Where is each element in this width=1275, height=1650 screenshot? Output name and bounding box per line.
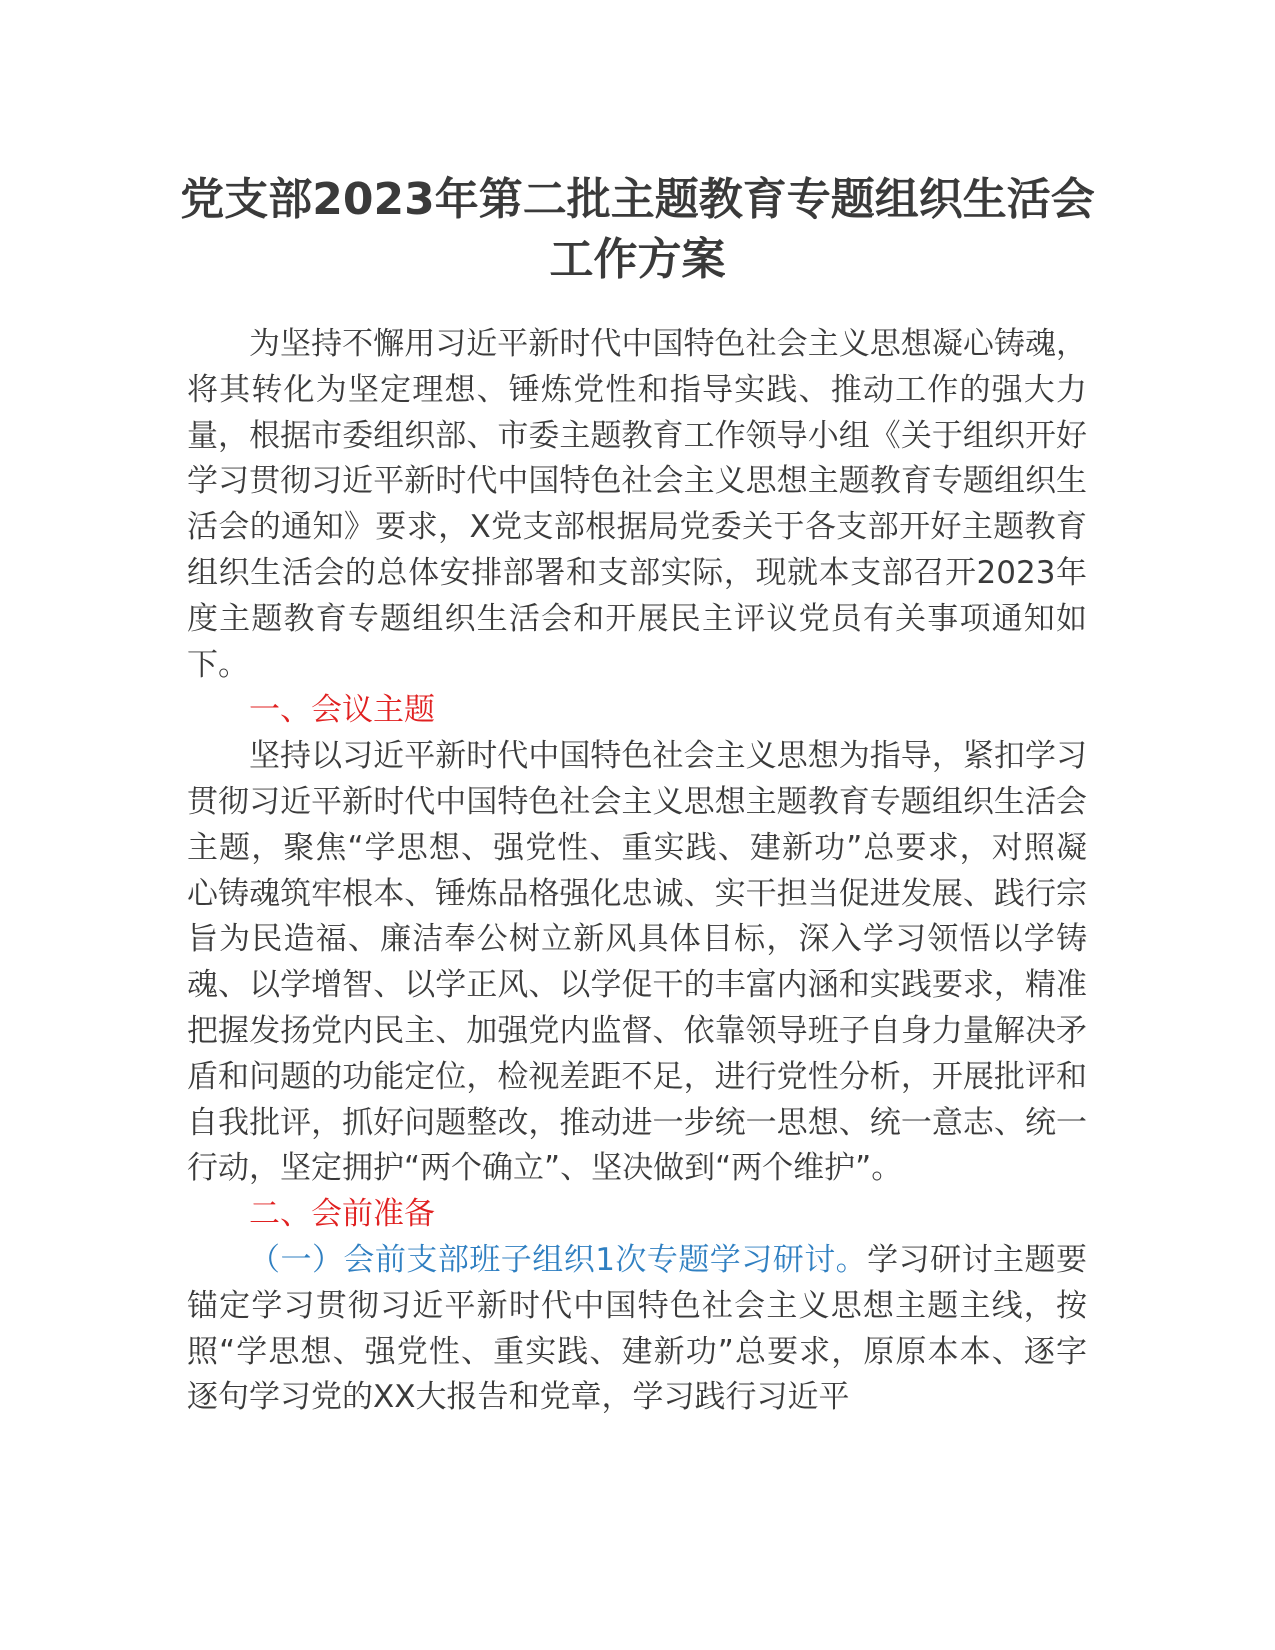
section-2-sub-1-paragraph bbox=[187, 1238, 1087, 1421]
section-1-paragraph: 坚持以习近平新时代中国特色社会主义思想为指导，紧扣学习贯彻习近平新时代中国特色社会主义思想主题教育专题组织生活会主题，聚焦“学思想、强党性、重实践、建新功”总要求，对照凝心铸魂筑牢根本、锤炼品格强化忠诚、实干担当促进发展、践行宗旨为民造福、廉洁奉公树立新风具体目标，深入学习领悟以学铸魂、以学增智、以学正风、以学促干的丰富内涵和实践要求，精准把握发扬党内民主、加强党内监督、依靠领导班子自身力量解决矛盾和问题的功能定位，检视差距不足，进行党性分析，开展批评和自我批评，抓好问题整改，推动进一步统一思想、统一意志、统一行动，坚定拥护“两个确立”、坚决做到“两个维护”。 bbox=[187, 738, 1087, 1187]
section-1-heading: 一、会议主题 bbox=[249, 692, 435, 729]
section-2-sub-1-heading: （一）会前支部班子组织1次专题学习研讨。 bbox=[249, 1241, 868, 1278]
document-title: 党支部2023年第二批主题教育专题组织生活会工作方案 bbox=[180, 174, 1095, 285]
section-2-heading: 二、会前准备 bbox=[249, 1196, 435, 1233]
section-2-sub-1-text: 学习研讨主题要锚定学习贯彻习近平新时代中国特色社会主义思想主题主线，按照“学思想、强党性、重实践、建新功”总要求，原原本本、逐字逐句学习党的XX大报告和党章，学习践行习近平 bbox=[187, 1241, 1087, 1416]
intro-paragraph: 为坚持不懈用习近平新时代中国特色社会主义思想凝心铸魂，将其转化为坚定理想、锤炼党性和指导实践、推动工作的强大力量，根据市委组织部、市委主题教育工作领导小组《关于组织开好学习贯彻习近平新时代中国特色社会主义思想主题教育专题组织生活会的通知》要求，X党支部根据局党委关于各支部开好主题教育组织生活会的总体安排部署和支部实际，现就本支部召开2023年度主题教育专题组织生活会和开展民主评议党员有关事项通知如下。 bbox=[187, 326, 1087, 683]
document-body bbox=[187, 322, 1087, 1421]
